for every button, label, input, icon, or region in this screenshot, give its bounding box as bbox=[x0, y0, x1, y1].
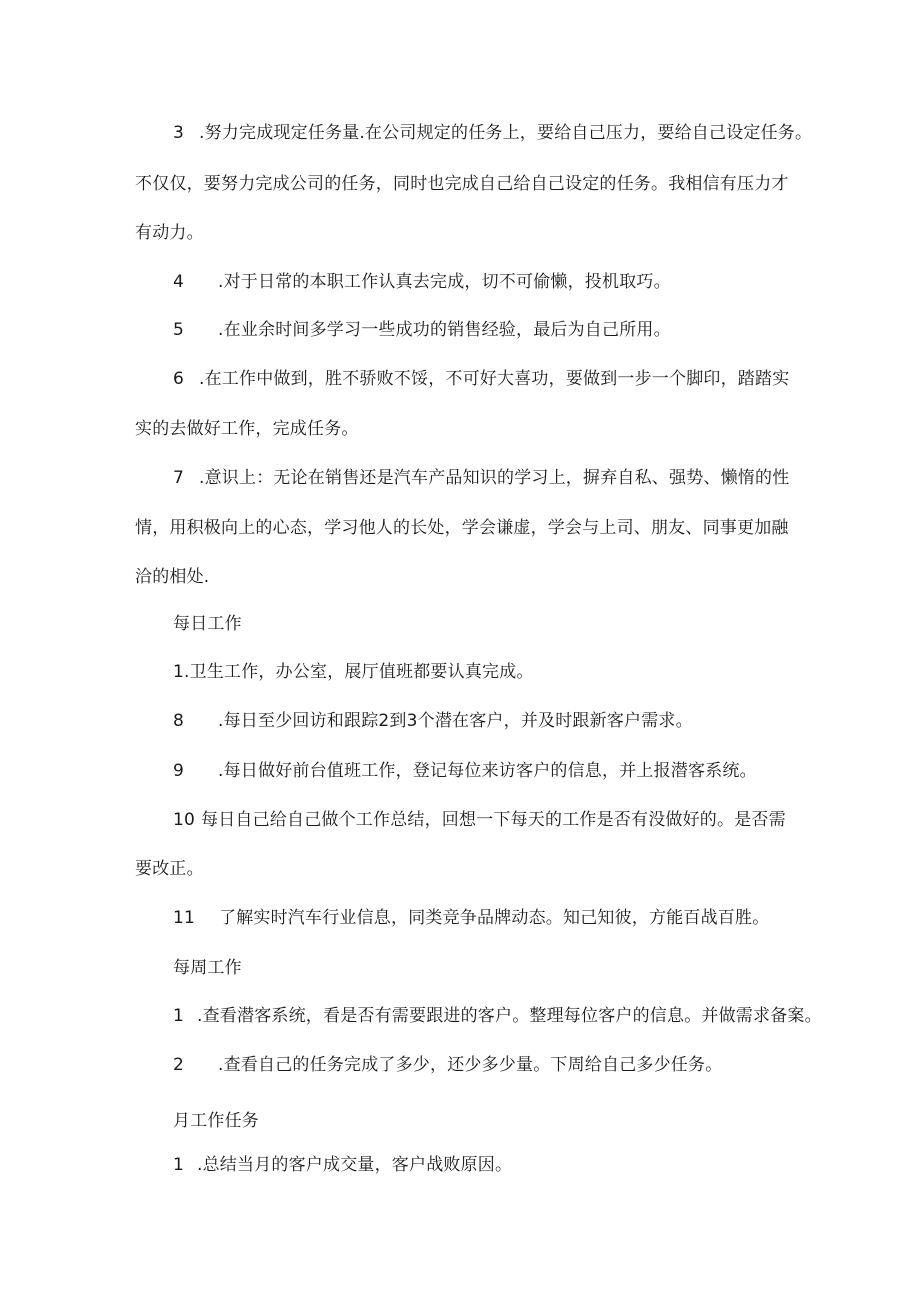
monthly-item-1 bbox=[173, 1154, 512, 1176]
daily-item-1: 1.卫生工作，办公室，展厅值班都要认真完成。 bbox=[173, 662, 534, 682]
item-text: .在业余时间多学习一些成功的销售经验，最后为自己所用。 bbox=[218, 320, 671, 340]
list-item-6-line-1 bbox=[173, 368, 789, 390]
item-text: .每日做好前台值班工作，登记每位来访客户的信息，并上报潜客系统。 bbox=[218, 761, 757, 781]
item-text: .对于日常的本职工作认真去完成，切不可偷懒，投机取巧。 bbox=[218, 272, 671, 292]
weekly-item-1 bbox=[173, 1005, 822, 1027]
daily-item-10-line-1 bbox=[173, 809, 786, 831]
daily-item-10-line-2: 要改正。 bbox=[135, 859, 204, 879]
list-item-3-line-1 bbox=[173, 122, 812, 144]
item-number: 10 bbox=[173, 810, 196, 830]
list-item-4 bbox=[173, 271, 671, 293]
item-number: 8 bbox=[173, 711, 185, 731]
item-text: 了解实时汽车行业信息，同类竞争品牌动态。知己知彼，方能百战百胜。 bbox=[219, 908, 770, 928]
daily-item-11 bbox=[173, 907, 769, 929]
item-number: 9 bbox=[173, 761, 185, 781]
item-number: 4 bbox=[173, 272, 185, 292]
item-text: .意识上：无论在销售还是汽车产品知识的学习上，摒弃自私、强势、懒惰的性 bbox=[199, 468, 790, 488]
item-text: .总结当月的客户成交量，客户战败原因。 bbox=[197, 1155, 513, 1175]
item-number: 7 bbox=[173, 468, 185, 488]
item-text: .查看自己的任务完成了多少，还少多少量。下周给自己多少任务。 bbox=[218, 1055, 723, 1075]
item-text: .查看潜客系统，看是否有需要跟进的客户。整理每位客户的信息。并做需求备案。 bbox=[197, 1006, 822, 1026]
weekly-item-2 bbox=[173, 1054, 722, 1076]
daily-item-8 bbox=[173, 710, 693, 732]
list-item-3-line-2: 不仅仅，要努力完成公司的任务，同时也完成自己给自己设定的任务。我相信有压力才 bbox=[135, 174, 789, 194]
item-text: 每日自己给自己做个工作总结，回想一下每天的工作是否有没做好的。是否需 bbox=[201, 810, 786, 830]
list-item-6-line-2: 实的去做好工作，完成任务。 bbox=[135, 419, 359, 439]
item-number: 1 bbox=[173, 1155, 185, 1175]
list-item-7-line-2: 情，用积极向上的心态，学习他人的长处，学会谦虚，学会与上司、朋友、同事更加融 bbox=[135, 518, 789, 538]
item-text: .努力完成现定任务量.在公司规定的任务上，要给自己压力，要给自己设定任务。 bbox=[199, 123, 813, 143]
item-number: 1 bbox=[173, 1006, 185, 1026]
section-heading-weekly: 每周工作 bbox=[173, 958, 242, 978]
list-item-7-line-1 bbox=[173, 467, 789, 489]
item-number: 11 bbox=[173, 908, 196, 928]
list-item-7-line-3: 洽的相处. bbox=[135, 567, 210, 587]
section-heading-monthly: 月工作任务 bbox=[173, 1111, 259, 1131]
item-number: 6 bbox=[173, 369, 185, 389]
item-text: .每日至少回访和跟踪2到3个潜在客户，并及时跟新客户需求。 bbox=[218, 711, 693, 731]
list-item-5 bbox=[173, 319, 671, 341]
item-number: 5 bbox=[173, 320, 185, 340]
item-number: 2 bbox=[173, 1055, 185, 1075]
list-item-3-line-3: 有动力。 bbox=[135, 223, 204, 243]
item-text: .在工作中做到，胜不骄败不馁，不可好大喜功，要做到一步一个脚印，踏踏实 bbox=[199, 369, 790, 389]
daily-item-9 bbox=[173, 760, 757, 782]
section-heading-daily: 每日工作 bbox=[173, 614, 242, 634]
item-number: 3 bbox=[173, 123, 185, 143]
